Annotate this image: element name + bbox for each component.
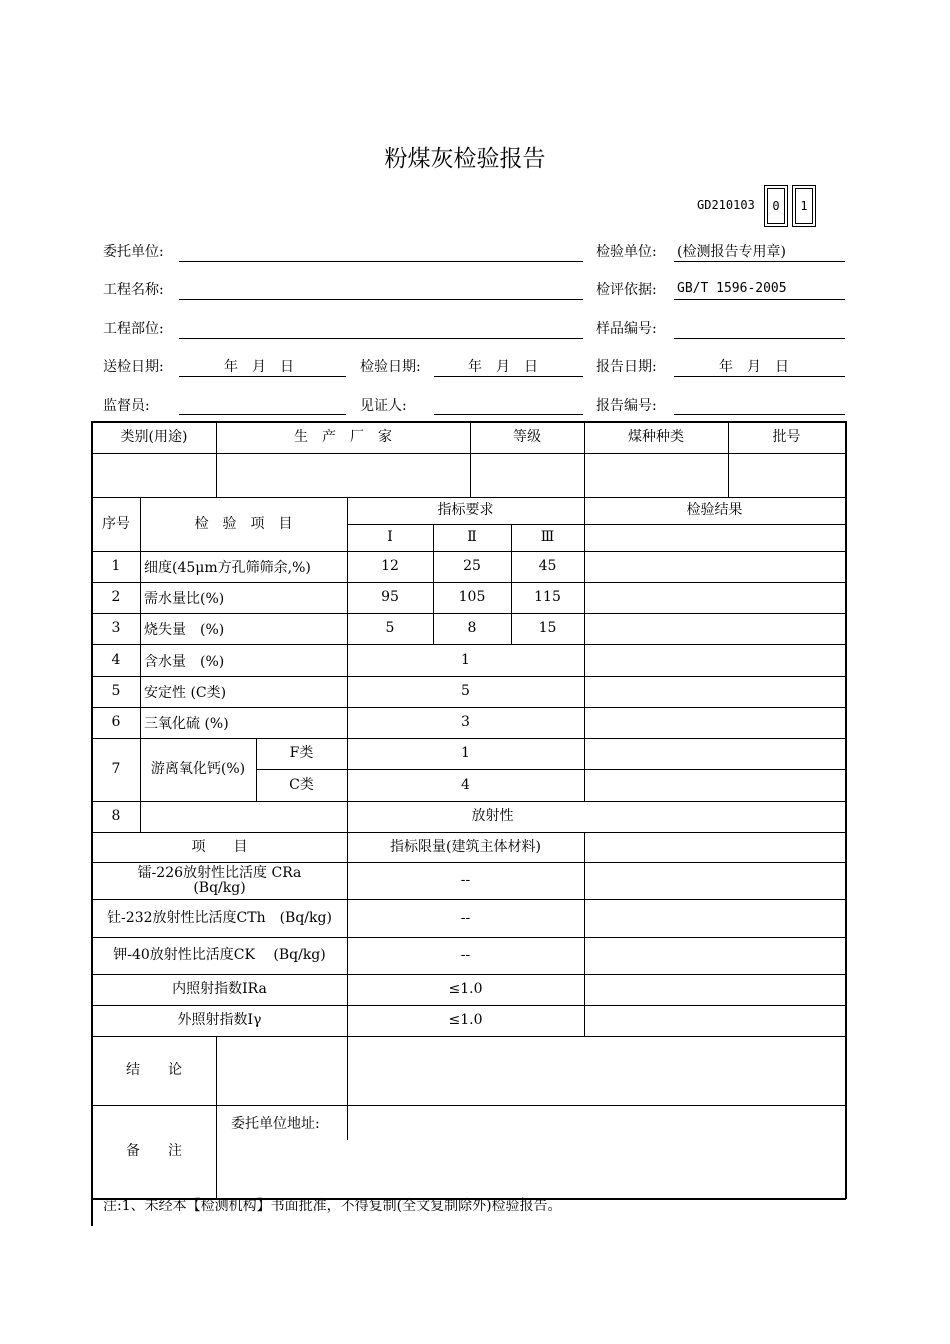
header-manufacturer: 生 产 厂 家 — [294, 429, 392, 445]
report-no-label: 报告编号: — [596, 398, 657, 414]
radio-limit: ≤1.0 — [448, 1012, 483, 1028]
basis-field[interactable] — [674, 299, 845, 300]
header-requirement: 指标要求 — [437, 502, 494, 518]
test-date-field[interactable] — [434, 376, 583, 377]
footnote: 注:1、未经本【检测机构】书面批准，不得复制(全文复制除外)检验报告。 — [103, 1198, 562, 1214]
row-item: 安定性 (C类) — [144, 684, 227, 701]
test-date-value: 年 月 日 — [468, 359, 538, 375]
c-class-label: C类 — [289, 777, 314, 793]
part-field[interactable] — [179, 338, 583, 339]
supervisor-label: 监督员: — [103, 398, 150, 414]
radio-limit: -- — [460, 872, 471, 888]
category-input[interactable] — [92, 454, 216, 497]
sample-field[interactable] — [674, 338, 845, 339]
basis-label: 检评依据: — [596, 282, 657, 298]
header-coal-type: 煤种种类 — [628, 429, 684, 445]
f-class-label: F类 — [289, 745, 314, 761]
remark-text: 委托单位地址: — [231, 1116, 320, 1132]
radio-item: 内照射指数IRa — [172, 981, 267, 997]
client-field[interactable] — [179, 261, 583, 262]
basis-value: GB/T 1596-2005 — [677, 281, 787, 296]
row-value: 95 — [381, 589, 399, 605]
row-no: 4 — [111, 652, 121, 668]
client-label: 委托单位: — [103, 244, 164, 260]
part-label: 工程部位: — [103, 321, 164, 337]
radio-header-limit: 指标限量(建筑主体材料) — [390, 838, 541, 855]
header-batch: 批号 — [772, 429, 801, 445]
row-no: 1 — [111, 558, 121, 574]
row-item: 含水量 (%) — [144, 653, 225, 670]
row-no: 2 — [111, 589, 121, 605]
row-value: 25 — [463, 558, 481, 574]
doc-code: GD210103 — [697, 198, 755, 212]
row-value: 3 — [461, 714, 470, 730]
row-no: 7 — [111, 761, 121, 777]
row-value: 8 — [467, 620, 477, 636]
witness-label: 见证人: — [360, 398, 407, 414]
conclusion-label: 结 论 — [126, 1062, 182, 1078]
radio-item: 外照射指数Iγ — [177, 1012, 262, 1028]
row-value: 45 — [538, 558, 557, 574]
row-no: 5 — [111, 683, 121, 699]
header-grade-2: Ⅱ — [467, 529, 477, 545]
send-date-field[interactable] — [179, 376, 346, 377]
witness-field[interactable] — [434, 414, 583, 415]
supervisor-field[interactable] — [179, 414, 346, 415]
row-item: 烧失量 (%) — [144, 621, 225, 638]
sample-label: 样品编号: — [596, 321, 657, 337]
send-date-value: 年 月 日 — [224, 359, 294, 375]
header-grade-3: Ⅲ — [540, 529, 555, 545]
send-date-label: 送检日期: — [103, 359, 164, 375]
header-grade: 等级 — [513, 429, 541, 445]
report-date-label: 报告日期: — [596, 359, 657, 375]
row-no: 3 — [111, 620, 121, 636]
coal-type-input[interactable] — [584, 454, 728, 497]
radio-header-item: 项 目 — [191, 838, 248, 855]
row-item: 三氧化硫 (%) — [144, 715, 229, 732]
manufacturer-input[interactable] — [216, 454, 470, 497]
row-value: 115 — [534, 589, 561, 605]
header-item: 检 验 项 目 — [194, 515, 293, 532]
radio-limit: -- — [460, 947, 471, 963]
report-date-field[interactable] — [674, 376, 845, 377]
radio-limit: ≤1.0 — [448, 981, 483, 997]
f-class-value: 1 — [461, 745, 470, 761]
test-date-label: 检验日期: — [360, 359, 421, 375]
row-value: 5 — [461, 683, 470, 699]
lab-value: (检测报告专用章) — [677, 244, 786, 260]
radio-item: 镭-226放射性比活度 CRa (Bq/kg) — [137, 864, 302, 896]
row-value: 5 — [385, 620, 395, 636]
radio-item: 钾-40放射性比活度CK (Bq/kg) — [113, 947, 326, 963]
header-result: 检验结果 — [686, 502, 743, 518]
report-date-value: 年 月 日 — [719, 359, 789, 375]
row-no: 6 — [111, 714, 121, 730]
row-value: 12 — [381, 558, 399, 574]
batch-input[interactable] — [728, 454, 845, 497]
grade-input[interactable] — [470, 454, 584, 497]
header-grade-1: Ⅰ — [387, 529, 393, 545]
header-seq: 序号 — [102, 515, 130, 532]
project-field[interactable] — [179, 299, 583, 300]
header-category: 类别(用途) — [120, 429, 188, 445]
page-title: 粉煤灰检验报告 — [384, 146, 546, 172]
report-no-field[interactable] — [674, 414, 845, 415]
row-value: 15 — [538, 620, 557, 636]
radioactivity-label: 放射性 — [471, 808, 514, 824]
code-box-2: 1 — [795, 188, 813, 224]
lab-label: 检验单位: — [596, 244, 657, 260]
project-label: 工程名称: — [103, 282, 164, 298]
row-no: 8 — [111, 808, 121, 824]
row-item: 细度(45μm方孔筛筛余,%) — [144, 559, 311, 576]
radio-item: 钍-232放射性比活度CTh (Bq/kg) — [107, 909, 332, 926]
row-item: 需水量比(%) — [144, 590, 225, 607]
lab-field[interactable] — [674, 261, 845, 262]
row-value: 105 — [458, 589, 486, 605]
row-item: 游离氧化钙(%) — [150, 761, 246, 777]
remark-label: 备 注 — [126, 1143, 182, 1159]
radio-limit: -- — [460, 909, 471, 926]
code-box-1: 0 — [767, 188, 785, 224]
conclusion-input[interactable] — [216, 1036, 845, 1105]
row-value: 1 — [461, 652, 470, 668]
c-class-value: 4 — [461, 777, 470, 793]
